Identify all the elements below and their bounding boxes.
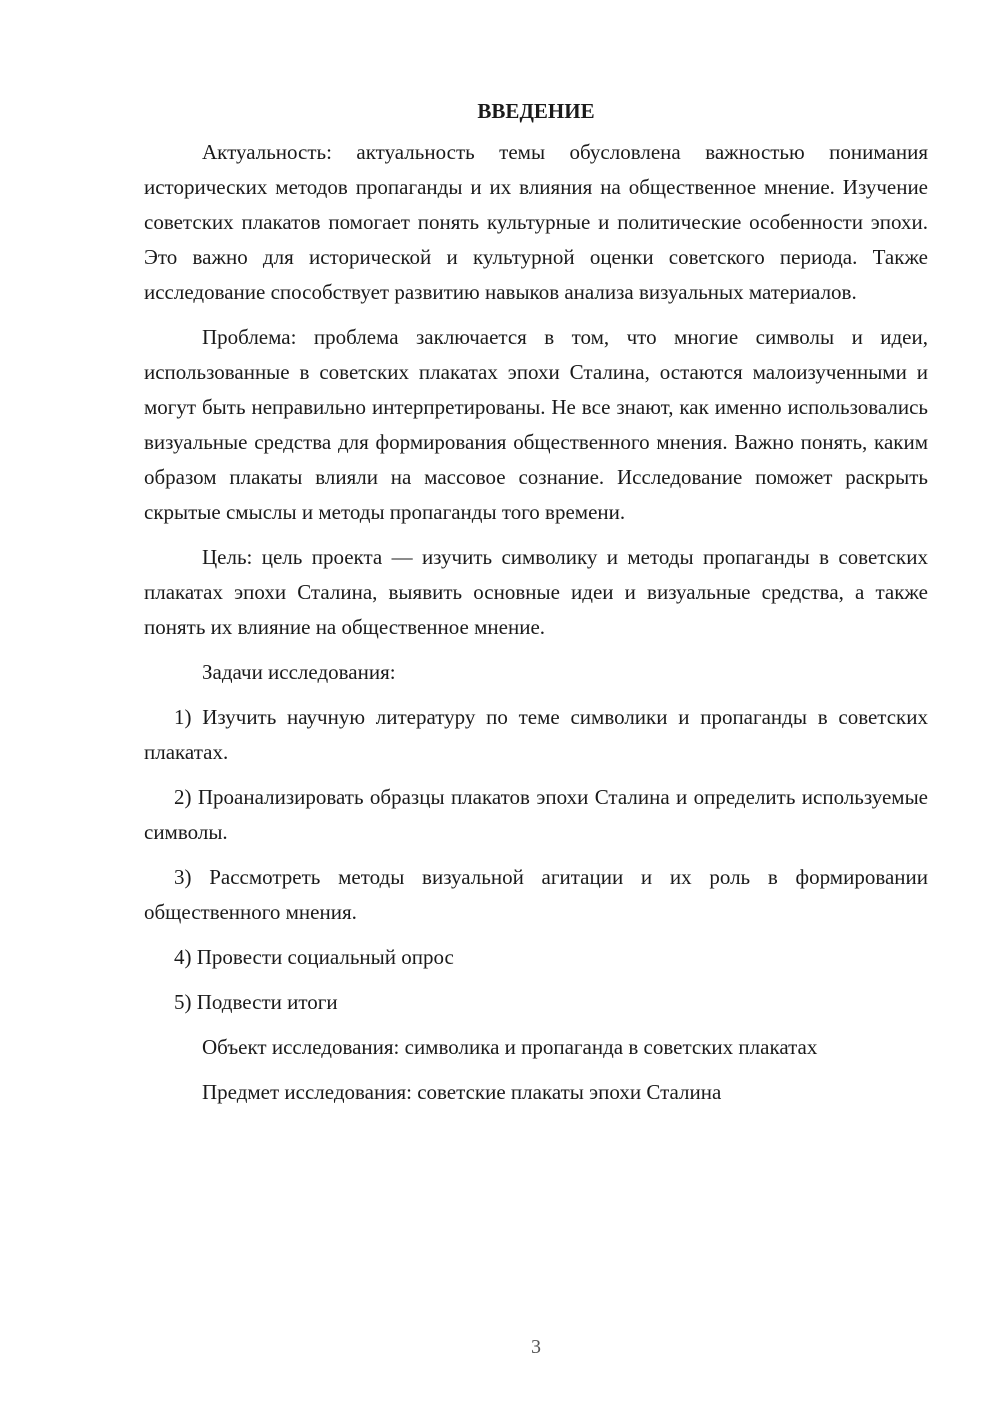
research-subject-paragraph: Предмет исследования: советские плакаты эпохи Сталина (202, 1080, 722, 1104)
section-title: ВВЕДЕНИЕ (477, 99, 595, 123)
relevance-paragraph: Актуальность: актуальность темы обусловлена важностью понимания исторических методов пропаганды и их влияния на общественное мнение. Изучение советских плакатов помогает понять культурные и политические особенности эпохи. Это важно для исторической и культурной оценки советского периода. Также исследование способствует развитию навыков анализа визуальных материалов. (144, 140, 928, 304)
document-body (144, 93, 928, 1120)
tasks-heading: Задачи исследования: (202, 660, 396, 684)
task-item-4: 4) Провести социальный опрос (174, 945, 454, 969)
research-object-paragraph: Объект исследования: символика и пропаганда в советских плакатах (202, 1035, 818, 1059)
page-number: 3 (531, 1336, 541, 1358)
problem-paragraph: Проблема: проблема заключается в том, что многие символы и идеи, использованные в советских плакатах эпохи Сталина, остаются малоизученными и могут быть неправильно интерпретированы. Не все знают, как именно использовались визуальные средства для формирования общественного мнения. Важно понять, каким образом плакаты влияли на массовое сознание. Исследование поможет раскрыть скрытые смыслы и методы пропаганды того времени. (144, 325, 928, 524)
task-item-3: 3) Рассмотреть методы визуальной агитации и их роль в формировании общественного мнения. (144, 865, 928, 924)
task-item-1: 1) Изучить научную литературу по теме символики и пропаганды в советских плакатах. (144, 705, 928, 764)
goal-paragraph: Цель: цель проекта — изучить символику и методы пропаганды в советских плакатах эпохи Сталина, выявить основные идеи и визуальные средства, а также понять их влияние на общественное мнение. (144, 545, 928, 639)
task-item-2: 2) Проанализировать образцы плакатов эпохи Сталина и определить используемые символы. (144, 785, 928, 844)
task-item-5: 5) Подвести итоги (174, 990, 338, 1014)
